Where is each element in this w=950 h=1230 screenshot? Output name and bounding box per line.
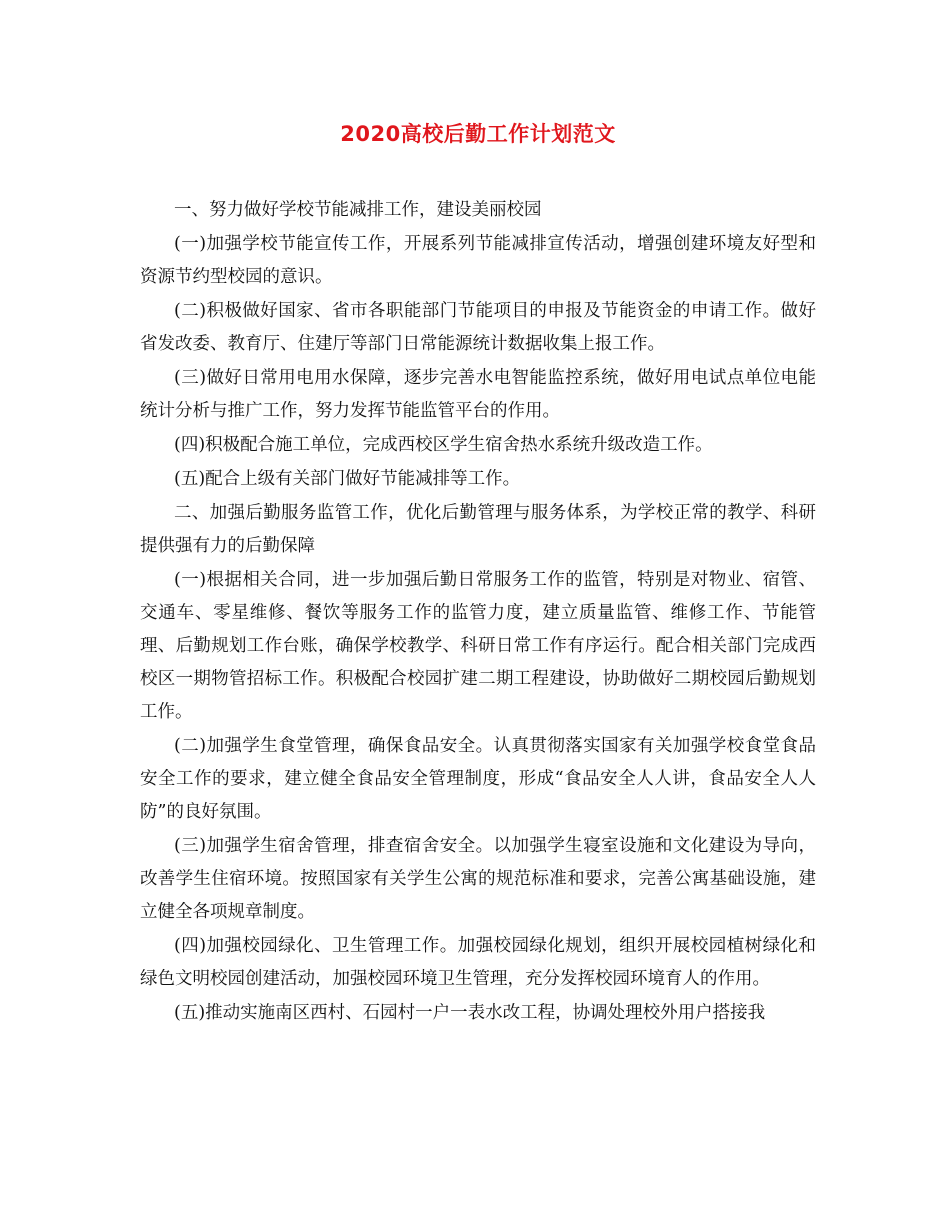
document-page xyxy=(140,118,816,1031)
paragraph-8: (一)根据相关合同，进一步加强后勤日常服务工作的监管，特别是对物业、宿管、交通车、零星维修、餐饮等服务工作的监管力度，建立质量监管、维修工作、节能管理、后勤规划工作台账，确保学校教学、科研日常工作有序运行。配合相关部门完成西校区一期物管招标工作。积极配合校园扩建二期工程建设，协助做好二期校园后勤规划工作。 xyxy=(140,570,816,722)
document-title: 2020高校后勤工作计划范文 xyxy=(340,122,616,146)
paragraph-4: (三)做好日常用电用水保障，逐步完善水电智能监控系统，做好用电试点单位电能统计分析与推广工作，努力发挥节能监管平台的作用。 xyxy=(140,368,816,421)
paragraph-6: (五)配合上级有关部门做好节能减排等工作。 xyxy=(174,469,521,489)
paragraph-10: (三)加强学生宿舍管理，排查宿舍安全。以加强学生寝室设施和文化建设为导向，改善学生住宿环境。按照国家有关学生公寓的规范标准和要求，完善公寓基础设施，建立健全各项规章制度。 xyxy=(140,836,816,922)
paragraph-1: 一、努力做好学校节能减排工作，建设美丽校园 xyxy=(174,200,542,220)
paragraph-5: (四)积极配合施工单位，完成西校区学生宿舍热水系统升级改造工作。 xyxy=(174,435,713,455)
paragraph-3: (二)积极做好国家、省市各职能部门节能项目的申报及节能资金的申请工作。做好省发改委、教育厅、住建厅等部门日常能源统计数据收集上报工作。 xyxy=(140,301,816,354)
paragraph-7: 二、加强后勤服务监管工作，优化后勤管理与服务体系，为学校正常的教学、科研提供强有力的后勤保障 xyxy=(140,503,816,556)
paragraph-11: (四)加强校园绿化、卫生管理工作。加强校园绿化规划，组织开展校园植树绿化和绿色文明校园创建活动，加强校园环境卫生管理，充分发挥校园环境育人的作用。 xyxy=(140,936,816,989)
paragraph-12: (五)推动实施南区西村、石园村一户一表水改工程，协调处理校外用户搭接我 xyxy=(174,1003,766,1023)
paragraph-9: (二)加强学生食堂管理，确保食品安全。认真贯彻落实国家有关加强学校食堂食品安全工作的要求，建立健全食品安全管理制度，形成“食品安全人人讲，食品安全人人防”的良好氛围。 xyxy=(140,736,816,822)
paragraph-2: (一)加强学校节能宣传工作，开展系列节能减排宣传活动，增强创建环境友好型和资源节约型校园的意识。 xyxy=(140,234,816,287)
